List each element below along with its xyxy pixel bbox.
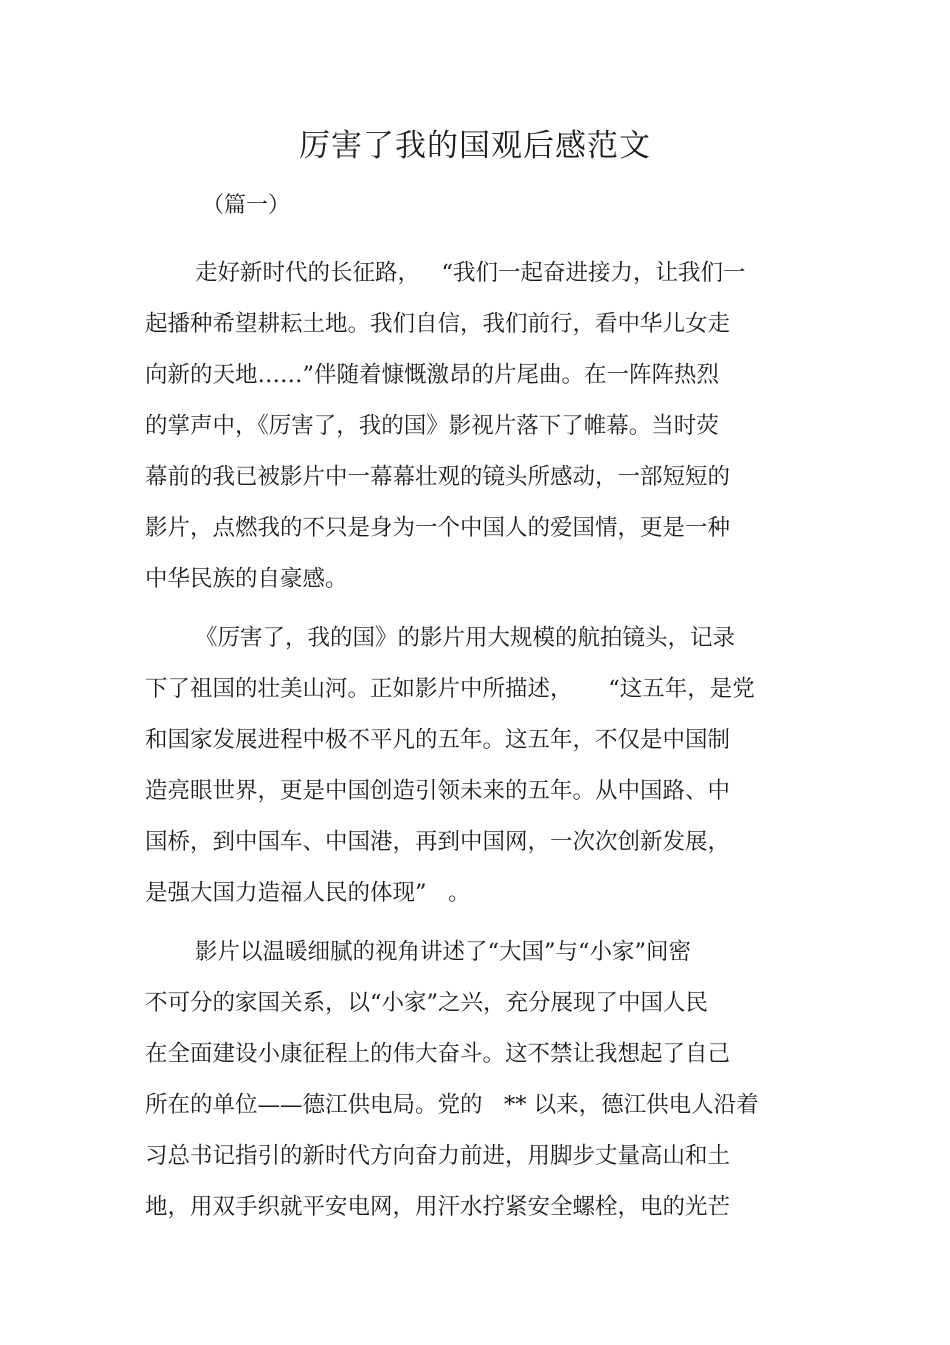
paragraph-line: 向新的天地……”伴随着慷慨激昂的片尾曲。在一阵阵热烈 <box>145 362 720 388</box>
paragraph-1 <box>145 248 805 605</box>
paragraph-line: 起播种希望耕耘土地。我们自信，我们前行，看中华儿女走 <box>145 311 731 337</box>
paragraph-line: 中华民族的自豪感。 <box>145 566 348 592</box>
paragraph-line: 不可分的家国关系，以“小家”之兴，充分展现了中国人民 <box>145 990 709 1016</box>
paragraph-line: 影片以温暖细腻的视角讲述了“大国”与“小家”间密 <box>195 939 692 965</box>
section-label: （篇一） <box>202 193 291 218</box>
paragraph-line: 习总书记指引的新时代方向奋力前进，用脚步丈量高山和土 <box>145 1143 731 1169</box>
paragraph-line: 所在的单位——德江供电局。党的 ** 以来，德江供电人沿着 <box>145 1092 759 1118</box>
paragraph-line: 在全面建设小康征程上的伟大奋斗。这不禁让我想起了自己 <box>145 1041 731 1067</box>
paragraph-line: 走好新时代的长征路， “我们一起奋进接力，让我们一 <box>195 260 746 286</box>
paragraph-line: 影片，点燃我的不只是身为一个中国人的爱国情，更是一种 <box>145 515 731 541</box>
paragraph-line: 《厉害了，我的国》的影片用大规模的航拍镜头，记录 <box>195 625 736 651</box>
document-title: 厉害了我的国观后感范文 <box>299 128 651 164</box>
paragraph-2 <box>145 613 805 919</box>
paragraph-line: 幕前的我已被影片中一幕幕壮观的镜头所感动，一部短短的 <box>145 464 731 490</box>
paragraph-line: 是强大国力造福人民的体现” 。 <box>145 880 471 906</box>
paragraph-line: 下了祖国的壮美山河。正如影片中所描述， “这五年，是党 <box>145 676 755 702</box>
paragraph-line: 造亮眼世界，更是中国创造引领未来的五年。从中国路、中 <box>145 778 731 804</box>
paragraph-3 <box>145 927 805 1233</box>
paragraph-line: 的掌声中，《厉害了，我的国》影视片落下了帷幕。当时荧 <box>145 413 719 439</box>
paragraph-line: 地，用双手织就平安电网，用汗水拧紧安全螺栓，电的光芒 <box>145 1194 731 1220</box>
paragraph-line: 国桥，到中国车、中国港，再到中国网，一次次创新发展， <box>145 829 731 855</box>
paragraph-line: 和国家发展进程中极不平凡的五年。这五年，不仅是中国制 <box>145 727 731 753</box>
